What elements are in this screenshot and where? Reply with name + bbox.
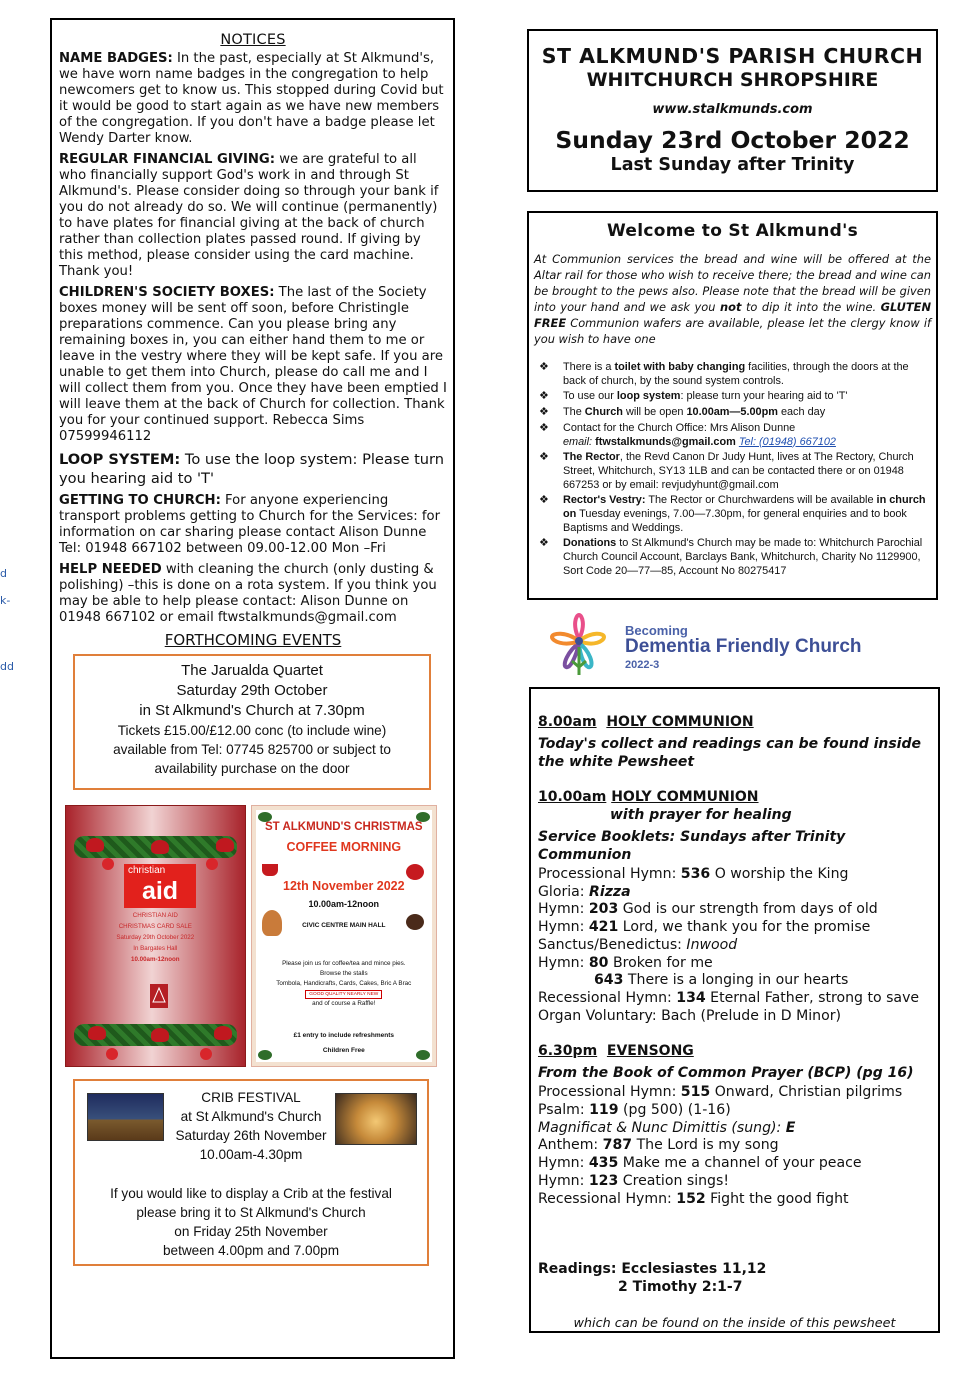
- service-date: Sunday 23rd October 2022: [555, 126, 910, 154]
- edge-fragment: k-: [0, 594, 11, 607]
- service-booklet: Service Booklets: Sundays after Trinity Communion: [538, 829, 846, 863]
- service-bcp: From the Book of Common Prayer (BCP) (pg 16): [538, 1065, 914, 1082]
- event-line: Tickets £15.00/£12.00 conc (to include wine): [117, 723, 387, 738]
- list-item: ❖ Donations to St Alkmund's Church may be made to: Whitchurch Parochial Church Council Account, Barclays Bank, Whitchurch, Charity No 1129900, Sort Code 20—77—85, Account No 80275417: [539, 537, 923, 577]
- bauble-decoration: [106, 1048, 118, 1060]
- edge-fragment: d: [0, 567, 7, 580]
- welcome-title: Welcome to St Alkmund's: [606, 221, 859, 241]
- service-line: Magnificat & Nunc Dimittis (sung): E: [538, 1119, 796, 1136]
- notice-loop-system: LOOP SYSTEM: To use the loop system: Please turn you hearing aid to 'T': [59, 451, 445, 487]
- notice-financial-giving: REGULAR FINANCIAL GIVING: we are grateful to all who financially support God's work in and through St Alkmund's. Please consider doing so through your bank if you do not already do so. We will continue (permanently) to have plates for financial giving at the back of church rather than collection plates passed round. If giving by this method, please consider using the card machine. Thank you!: [59, 152, 439, 279]
- info-list: [534, 361, 931, 579]
- list-item: ❖ The Rector, the Revd Canon Dr Judy Hunt, lives at The Rectory, Church Street, Whitchurch, SY13 1LB and can be contacted there or on 01948 667253 or by email: revjudyhunt@gmail.com: [539, 451, 914, 491]
- event-line: please bring it to St Alkmund's Church: [136, 1205, 366, 1220]
- event-line: available from Tel: 07745 825700 or subject to: [113, 742, 391, 757]
- communion-note: At Communion services the bread and wine will be offered at the Altar rail for those who wish to receive there; the bread and wine can be brought to the pews also. Please note that the bread will be given into your hand and we ask you not to dip it into the wine. GLUTEN FREE Communion wafers are available, please let the clergy know if you wish to have one: [534, 252, 931, 346]
- welcome-panel: [527, 211, 938, 600]
- service-heading: 8.00am HOLY COMMUNION: [538, 714, 754, 730]
- notices-panel: [50, 18, 455, 1359]
- event-line: 10.00am-4.30pm: [199, 1147, 303, 1162]
- event-posters: [65, 805, 437, 1067]
- bow-decoration: [88, 1026, 106, 1040]
- coffee-morning-poster: [251, 805, 437, 1067]
- service-line: Sanctus/Benedictus: Inwood: [538, 936, 738, 953]
- list-item: ❖ To use our loop system: please turn your hearing aid to 'T': [539, 390, 848, 403]
- coffee-morning-details: Please join us for coffee/tea and mince pies. Browse the stalls Tombola, Handicrafts, Cards, Cakes, Bric A Brac GOOD QUALITY NEARLY NEW and of course a Raffle!: [276, 960, 412, 1007]
- flower-logo-icon: [546, 611, 612, 677]
- service-line: Hymn: 203 God is our strength from days of old: [538, 901, 878, 918]
- christian-aid-logo: christian aid: [124, 864, 196, 908]
- forthcoming-events-title: FORTHCOMING EVENTS: [164, 631, 342, 649]
- teapot-icon: [406, 864, 424, 880]
- notices-title: NOTICES: [220, 32, 286, 48]
- edge-fragment: dd: [0, 660, 14, 673]
- christian-aid-poster: [65, 805, 246, 1067]
- jarualda-quartet-event: [73, 654, 431, 790]
- bauble-decoration: [102, 858, 114, 870]
- coffee-morning-venue: CIVIC CENTRE MAIN HALL: [302, 922, 386, 929]
- diamond-bullet-icon: ❖: [539, 406, 549, 419]
- service-line: Hymn: 123 Creation sings!: [538, 1172, 729, 1189]
- diamond-bullet-icon: ❖: [539, 390, 549, 403]
- service-line: Processional Hymn: 536 O worship the King: [538, 866, 849, 882]
- bow-decoration: [216, 838, 234, 852]
- diamond-bullet-icon: ❖: [539, 494, 549, 507]
- teacup-icon: [262, 864, 278, 876]
- diamond-bullet-icon: ❖: [539, 537, 549, 550]
- readings-footnote: which can be found on the inside of this pewsheet: [573, 1316, 896, 1332]
- event-line: on Friday 25th November: [174, 1224, 328, 1239]
- notice-getting-to-church: GETTING TO CHURCH: For anyone experiencing transport problems getting to Church for the Services: for information on car sharing please contact Alison Dunne Tel: 01948 667102 between 09.00-12.00 Mon –Fri: [59, 493, 440, 556]
- event-line: CRIB FESTIVAL: [201, 1090, 301, 1105]
- church-website[interactable]: www.stalkmunds.com: [652, 102, 813, 117]
- dementia-line: Becoming: [625, 623, 688, 638]
- service-line: Processional Hymn: 515 Onward, Christian pilgrims: [538, 1084, 903, 1101]
- event-line: at St Alkmund's Church: [180, 1109, 322, 1124]
- notice-name-badges: NAME BADGES: In the past, especially at St Alkmund's, we have worn name badges in the congregation to help newcomers get to know us. This stopped during Covid but it would be good to start again as we have new members of the congregation. If you don't have a badge please let Wendy Darter know.: [59, 51, 444, 146]
- bow-decoration: [214, 1026, 232, 1040]
- list-item: ❖ Contact for the Church Office: Mrs Alison Dunne email: ftwstalkmunds@gmail.com Tel: (01948) 667102: [539, 421, 836, 448]
- church-name: ST ALKMUND'S PARISH CHURCH: [541, 44, 924, 68]
- event-line: If you would like to display a Crib at the festival: [110, 1186, 392, 1201]
- diamond-bullet-icon: ❖: [539, 421, 549, 434]
- event-line: availability purchase on the door: [154, 761, 350, 776]
- coffee-morning-title: ST ALKMUND'S CHRISTMAS: [265, 821, 423, 833]
- bauble-decoration: [200, 1048, 212, 1060]
- list-item: ❖ Rector's Vestry: The Rector or Churchwardens will be available in church on Tuesday evenings, 7.00—7.30pm, for general enquiries and to book Baptisms and Weddings.: [539, 494, 926, 534]
- coffee-morning-date: 12th November 2022: [283, 879, 405, 893]
- service-heading: 6.30pm EVENSONG: [538, 1043, 694, 1060]
- coffee-morning-time: 10.00am-12noon: [308, 899, 380, 909]
- dementia-line: 2022-3: [625, 659, 660, 671]
- service-line: Psalm: 119 (pg 500) (1-16): [538, 1102, 731, 1119]
- service-line: Hymn: 421 Lord, we thank you for the promise: [538, 919, 871, 936]
- list-item: ❖ There is a toilet with baby changing facilities, through the doors at the back of church, by the sound system controls.: [539, 361, 909, 387]
- church-town: WHITCHURCH SHROPSHIRE: [586, 69, 879, 91]
- diamond-bullet-icon: ❖: [539, 361, 549, 373]
- tree-icon: [150, 984, 168, 1008]
- service-line: Recessional Hymn: 152 Fight the good fight: [538, 1190, 849, 1207]
- dementia-friendly-logo: [546, 609, 916, 677]
- service-subtitle: with prayer for healing: [610, 807, 792, 823]
- service-line: Anthem: 787 The Lord is my song: [538, 1137, 779, 1154]
- crib-festival-event: [73, 1079, 429, 1266]
- event-line: The Jarualda Quartet: [181, 662, 323, 679]
- coffee-morning-subtitle: COFFEE MORNING: [286, 840, 402, 854]
- service-line: 643 There is a longing in our hearts: [594, 972, 849, 989]
- diamond-bullet-icon: ❖: [539, 451, 549, 464]
- services-panel: [529, 687, 940, 1333]
- event-line: in St Alkmund's Church at 7.30pm: [139, 702, 365, 719]
- service-line: Recessional Hymn: 134 Eternal Father, strong to save: [538, 989, 920, 1006]
- list-item: ❖ The Church will be open 10.00am—5.00pm each day: [539, 406, 826, 419]
- service-line: Gloria: Rizza: [538, 883, 631, 900]
- liturgical-occasion: Last Sunday after Trinity: [610, 155, 855, 175]
- readings-line: Readings: Ecclesiastes 11,12: [538, 1261, 767, 1278]
- church-header: [527, 29, 938, 192]
- notice-childrens-society: CHILDREN'S SOCIETY BOXES: The last of the Society boxes money will be sent off soon, before Christingle preparations commence. Can you please bring any remaining boxes in, you can either hand them to me or leave in the vestry where they will be kept safe. If you are unable to get them into Church, please do call me and I will collect them from you. Once they have been emptied I will leave them at the back of Church for collection. Thank you for your continued support. Rebecca Sims 07599946112: [59, 285, 447, 444]
- readings-line: 2 Timothy 2:1-7: [618, 1279, 743, 1296]
- service-line: Hymn: 435 Make me a channel of your peace: [538, 1155, 862, 1172]
- event-line: Saturday 29th October: [176, 682, 328, 699]
- bow-decoration: [151, 1028, 169, 1042]
- bow-decoration: [151, 840, 169, 854]
- christian-aid-text: CHRISTIAN AID CHRISTMAS CARD SALE Saturday 29th October 2022 In Bargates Hall 10.00am-12noon: [116, 912, 195, 963]
- service-note: Today's collect and readings can be found inside the white Pewsheet: [538, 736, 921, 770]
- dementia-line: Dementia Friendly Church: [625, 636, 862, 657]
- office-phone-link[interactable]: Tel: (01948) 667102: [738, 435, 836, 448]
- service-line: Hymn: 80 Broken for me: [538, 954, 713, 971]
- event-line: Saturday 26th November: [175, 1128, 327, 1143]
- coffee-morning-entry: £1 entry to include refreshments Children Free: [293, 1032, 395, 1054]
- service-line: Organ Voluntary: Bach (Prelude in D Minor): [538, 1007, 841, 1024]
- service-heading: 10.00am HOLY COMMUNION: [538, 789, 759, 805]
- bow-decoration: [86, 838, 104, 852]
- event-line: between 4.00pm and 7.00pm: [162, 1243, 340, 1258]
- notice-help-needed: HELP NEEDED with cleaning the church (only dusting & polishing) –this is done on a rota system. If you think you may be able to help please contact: Alison Dunne on 01948 667102 or email ftwstalkmunds@gmail.com: [59, 562, 437, 625]
- bauble-decoration: [206, 858, 218, 870]
